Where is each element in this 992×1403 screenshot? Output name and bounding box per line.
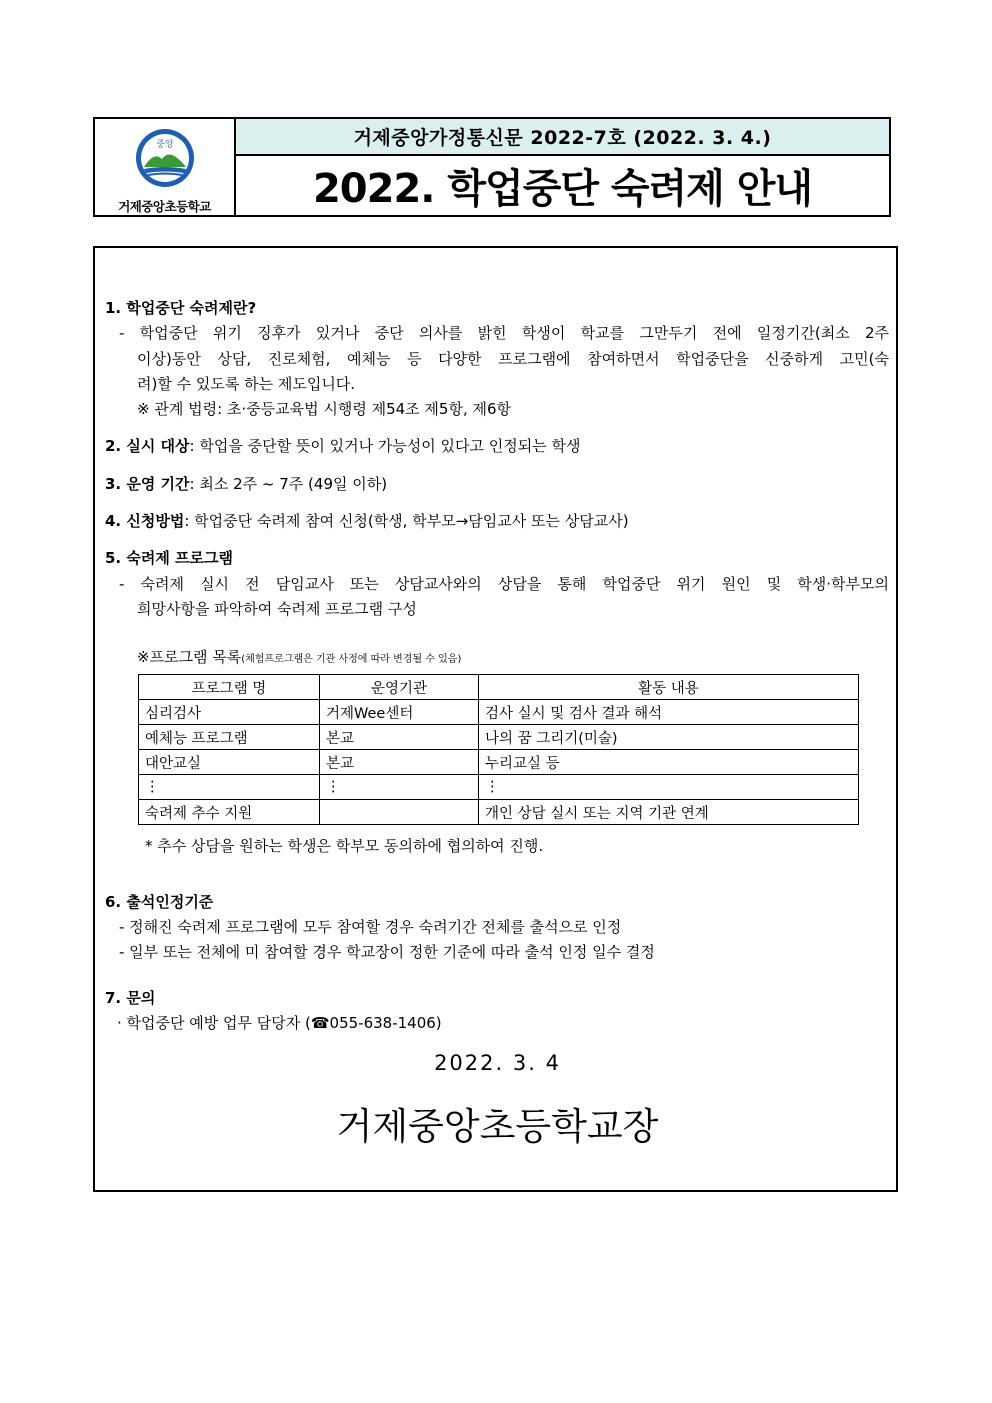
table-footnote: * 추수 상담을 원하는 학생은 학부모 동의하에 협의하여 진행. [145,837,544,855]
school-emblem-icon [134,127,196,189]
section-2-text: : 학업을 중단할 뜻이 있거나 가능성이 있다고 인정되는 학생 [189,437,581,455]
table-cell: 누리교실 등 [479,750,859,775]
contact-line: · 학업중단 예방 업무 담당자 (☎055-638-1406) [117,1014,442,1032]
section-5-line: - 숙려제 실시 전 담임교사 또는 상담교사와의 상담을 통해 학업중단 위기 원인 및 학생·학부모의 [119,575,889,593]
school-logo-cell [95,119,236,215]
newsletter-header [93,117,891,217]
section-1-heading: 1. 학업중단 숙려제란? [105,299,257,317]
issue-date: 2022. 3. 4 [434,1051,561,1075]
table-cell: 숙려제 추수 지원 [139,800,320,825]
table-cell: 본교 [320,725,479,750]
notice-body [93,246,898,1192]
table-cell: 개인 상담 실시 또는 지역 기관 연계 [479,800,859,825]
section-1-line: 려)할 수 있도록 하는 제도입니다. [137,375,356,393]
column-header: 운영기관 [320,675,479,700]
section-5-heading: 5. 숙려제 프로그램 [105,549,234,567]
table-cell [320,800,479,825]
newsletter-issue: 거제중앙가정통신문 2022-7호 (2022. 3. 4.) [236,119,889,156]
table-cell: 검사 실시 및 검사 결과 해석 [479,700,859,725]
table-row [139,750,859,775]
table-row [139,700,859,725]
program-list-title [137,646,461,667]
section-1-line: - 학업중단 위기 징후가 있거나 중단 의사를 밝힌 학생이 학교를 그만두기 전에 일정기간(최소 2주 [119,324,889,342]
section-1-line: 이상)동안 상담, 진로체험, 예체능 등 다양한 프로그램에 참여하면서 학업중단을 신중하게 고민(숙 [137,350,889,368]
section-6-line: - 일부 또는 전체에 미 참여할 경우 학교장이 정한 기준에 따라 출석 인정 일수 결정 [119,943,655,961]
section-2 [105,435,581,456]
table-cell: 나의 꿈 그리기(미술) [479,725,859,750]
section-4-text: : 학업중단 숙려제 참여 신청(학생, 학부모→담임교사 또는 상담교사) [184,512,629,530]
table-cell: 본교 [320,750,479,775]
table-cell: ⋮ [320,775,479,800]
program-list-note: (체험프로그램은 기관 사정에 따라 변경될 수 있음) [241,654,462,665]
program-list-label: ※프로그램 목록 [137,648,242,666]
table-cell: ⋮ [479,775,859,800]
school-name: 거제중앙초등학교 [118,199,211,214]
section-6-heading: 6. 출석인정기준 [105,893,214,911]
column-header: 활동 내용 [479,675,859,700]
section-4-label: 4. 신청방법 [105,512,185,530]
signer-name: 거제중앙초등학교장 [336,1105,659,1148]
section-4 [105,510,629,531]
table-header-row [139,675,859,700]
legal-reference: ※ 관계 법령: 초·중등교육법 시행령 제54조 제5항, 제6항 [137,400,512,418]
page-title: 2022. 학업중단 숙려제 안내 [312,166,813,212]
table-cell: 대안교실 [139,750,320,775]
section-2-label: 2. 실시 대상 [105,437,190,455]
emblem-text: 중앙 [155,140,174,150]
program-table [138,674,859,825]
section-3 [105,473,387,494]
section-3-label: 3. 운영 기간 [105,475,190,493]
title-cell [236,119,889,215]
table-row [139,800,859,825]
column-header: 프로그램 명 [139,675,320,700]
section-5-line: 희망사항을 파악하여 숙려제 프로그램 구성 [137,600,417,618]
table-row [139,775,859,800]
table-cell: ⋮ [139,775,320,800]
table-cell: 거제Wee센터 [320,700,479,725]
table-cell: 심리검사 [139,700,320,725]
section-3-text: : 최소 2주 ~ 7주 (49일 이하) [189,475,388,493]
section-6-line: - 정해진 숙려제 프로그램에 모두 참여할 경우 숙려기간 전체를 출석으로 인정 [119,918,622,936]
section-7-heading: 7. 문의 [105,989,156,1007]
table-row [139,725,859,750]
table-cell: 예체능 프로그램 [139,725,320,750]
